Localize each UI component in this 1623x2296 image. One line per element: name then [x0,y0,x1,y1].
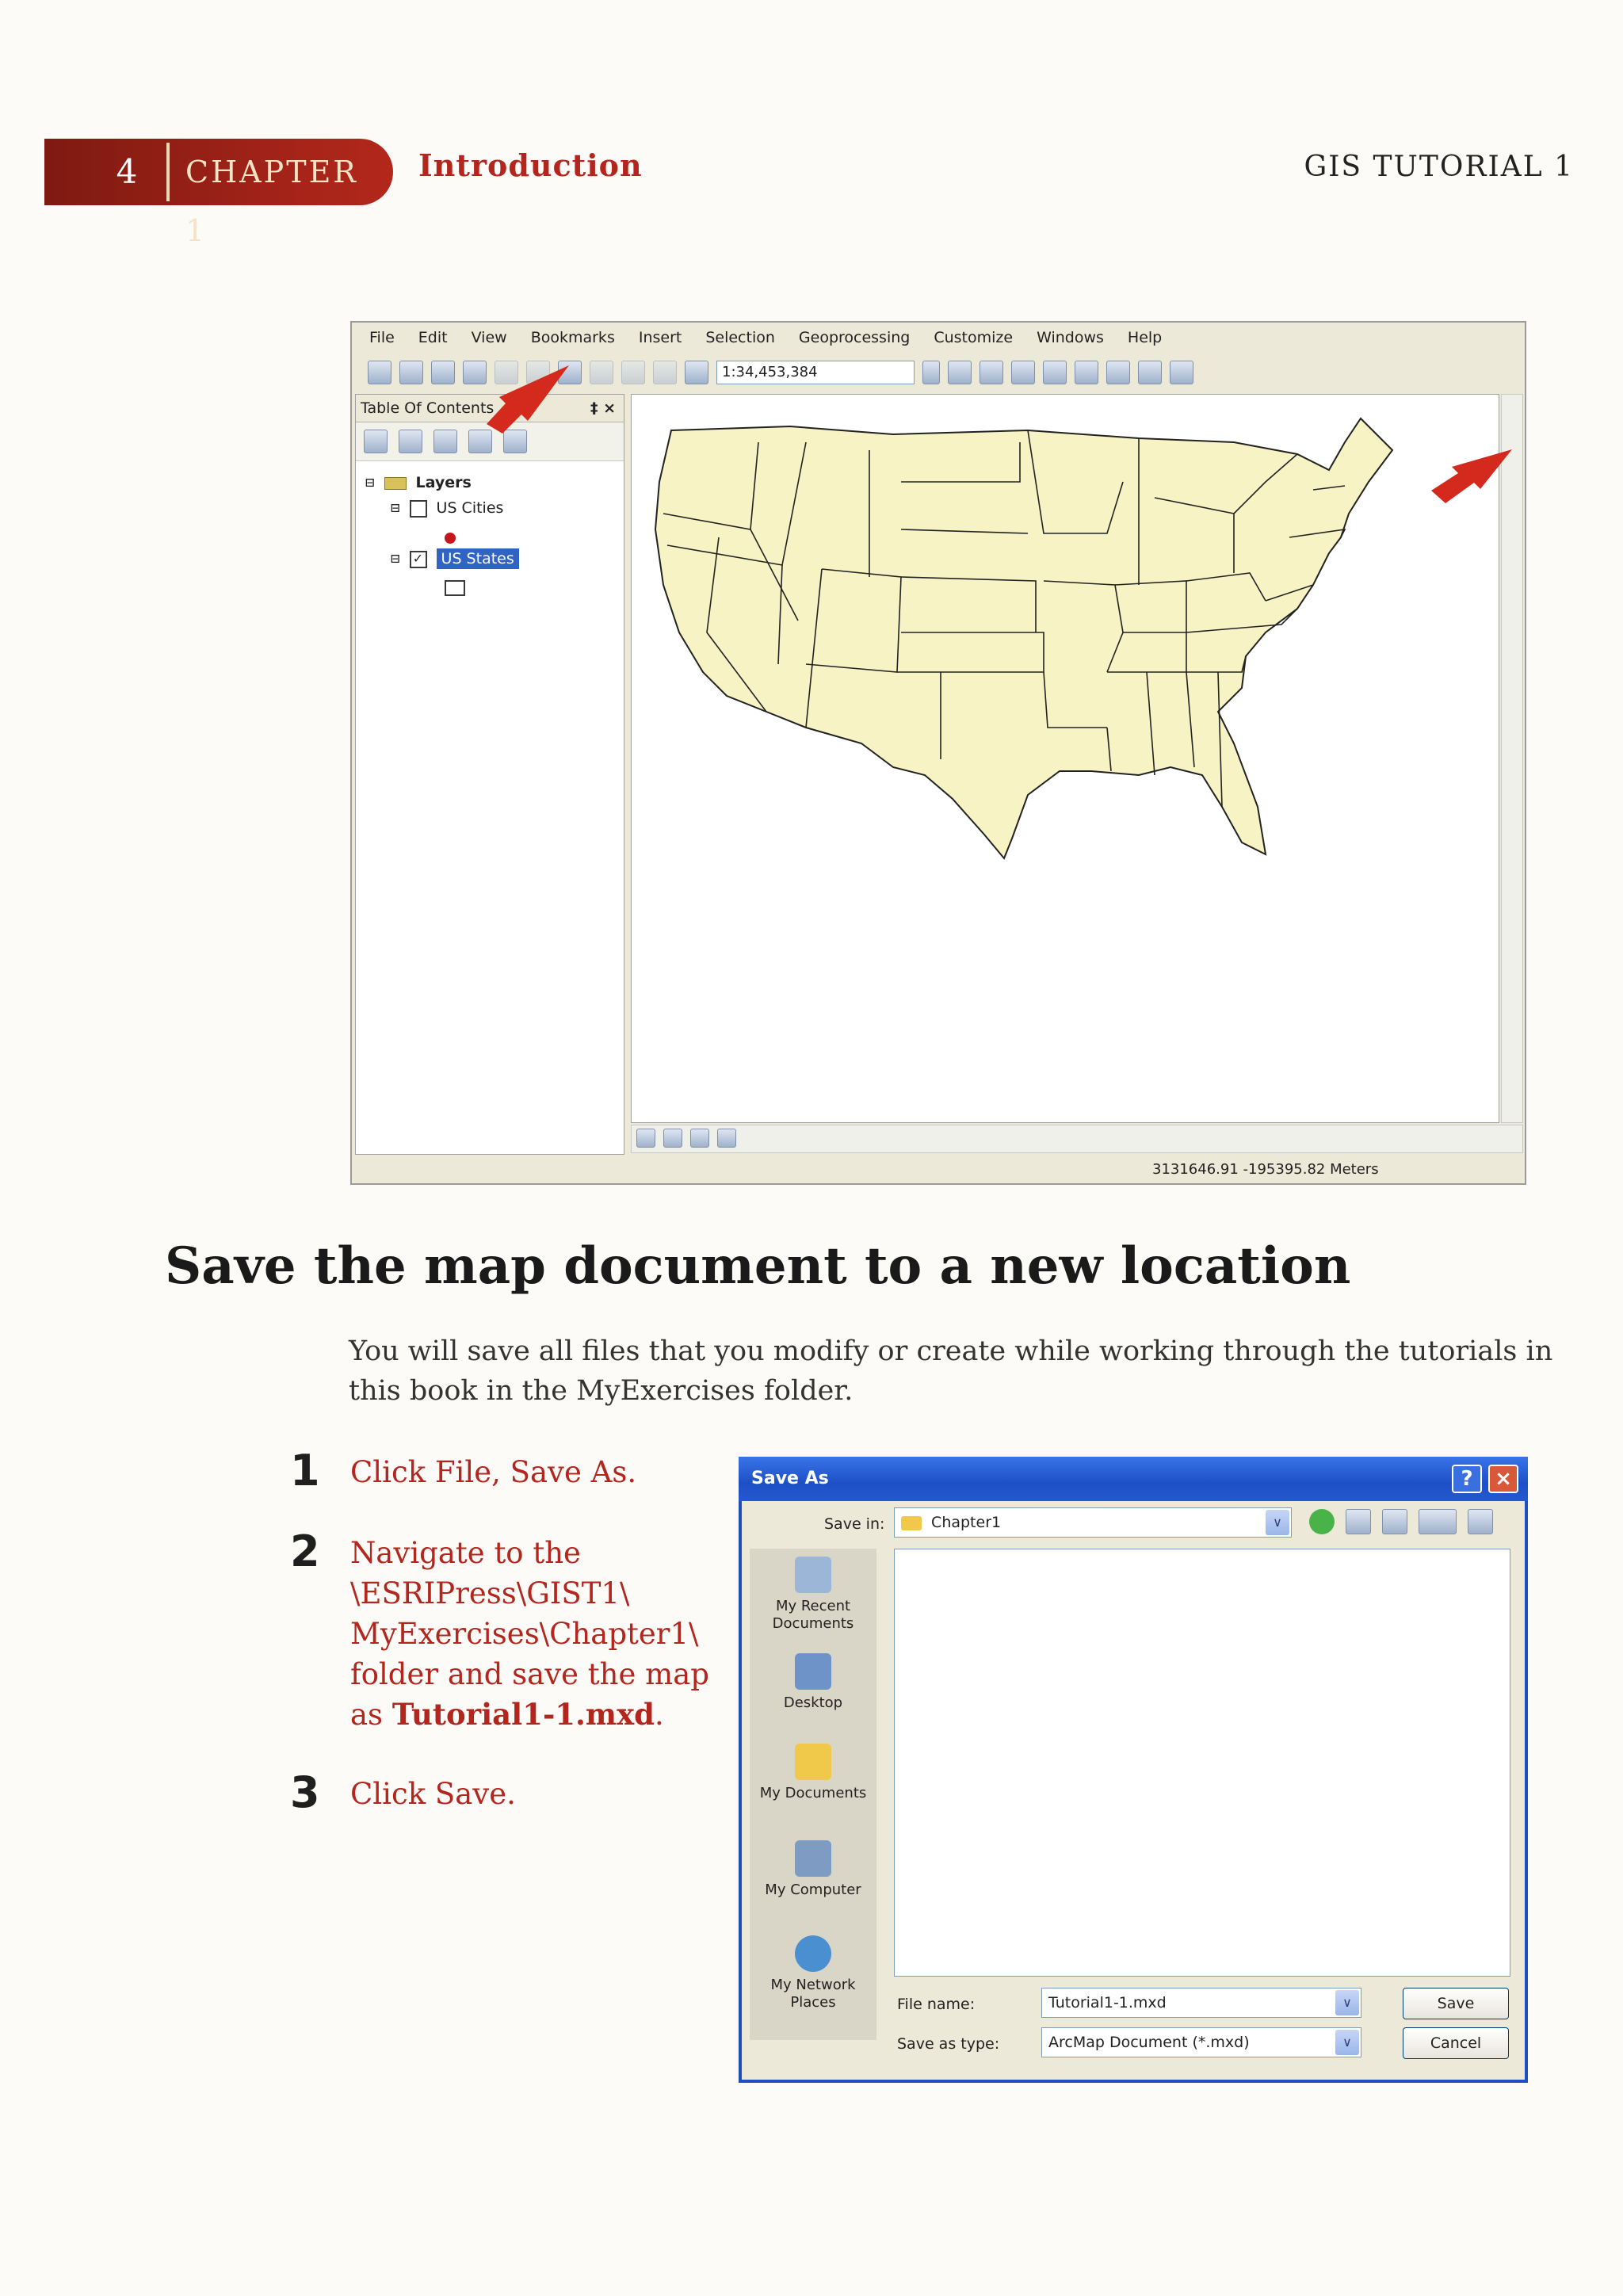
refresh-icon[interactable] [690,1129,709,1148]
catalog-window-icon[interactable] [1011,361,1035,384]
layer-us-states[interactable]: ⊟ ✓ US States [365,550,519,579]
close-button[interactable]: × [1488,1465,1518,1493]
menu-insert[interactable]: Insert [638,329,682,346]
save-as-dialog [739,1457,1528,2083]
conus-outline [655,418,1392,858]
new-document-icon[interactable] [368,361,391,384]
section-heading: Save the map document to a new location [165,1236,1351,1296]
map-horizontal-scrollbar[interactable] [631,1125,1523,1153]
page-number: 4 [116,152,138,191]
list-by-visibility-icon[interactable] [433,430,457,453]
folder-icon [901,1516,922,1530]
arctoolbox-icon[interactable] [1075,361,1098,384]
delete-icon[interactable] [590,361,613,384]
menu-customize[interactable]: Customize [934,329,1014,346]
toc-title: Table Of Contents [361,399,495,417]
menu-edit[interactable]: Edit [418,329,448,346]
pause-drawing-icon[interactable] [717,1129,736,1148]
my-documents-icon [795,1744,831,1780]
dialog-nav-toolbar [1309,1509,1493,1534]
menu-help[interactable]: Help [1127,329,1163,346]
us-states-map [632,395,1499,1122]
save-in-select[interactable] [894,1507,1292,1538]
status-coordinates: 3131646.91 -195395.82 Meters [1152,1161,1379,1178]
layout-view-icon[interactable] [663,1129,682,1148]
menu-selection[interactable]: Selection [705,329,775,346]
state-polygon-symbol-icon [445,580,465,596]
us-states-visibility-checkbox[interactable]: ✓ [410,551,427,568]
toc-tree [365,474,519,602]
toc-callout-arrow [487,362,582,434]
back-icon[interactable] [1309,1509,1335,1534]
step-3-number: 3 [290,1767,320,1817]
place-my-documents[interactable]: My Documents [750,1744,876,1802]
toc-pin-close[interactable]: ‡ × [590,399,616,417]
search-window-icon[interactable] [1043,361,1067,384]
save-type-select[interactable] [1041,2027,1361,2057]
save-in-value: Chapter1 [931,1514,1002,1531]
place-recent[interactable]: My Recent Documents [750,1557,876,1633]
recent-documents-icon [795,1557,831,1593]
chevron-down-icon[interactable]: ∨ [1266,1510,1289,1535]
my-computer-icon [795,1840,831,1877]
us-states-label: US States [437,548,519,569]
menu-file[interactable]: File [369,329,395,346]
open-icon[interactable] [399,361,423,384]
up-one-level-icon[interactable] [1346,1509,1371,1534]
scale-dropdown-icon[interactable] [922,361,940,384]
list-by-source-icon[interactable] [399,430,422,453]
save-type-label: Save as type: [897,2035,1000,2053]
step-2-number: 2 [290,1526,320,1576]
section-title: Introduction [418,147,643,183]
layers-label: Layers [415,474,472,491]
menu-view[interactable]: View [471,329,507,346]
view-toggle-buttons [636,1129,736,1148]
step-1-text: Click File, Save As. [350,1455,637,1489]
us-states-symbol-row [365,579,519,602]
menu-geoprocessing[interactable]: Geoprocessing [798,329,911,346]
data-view-icon[interactable] [636,1129,655,1148]
whats-this-icon[interactable] [1170,361,1193,384]
menu-bar [352,323,1525,353]
us-cities-visibility-checkbox[interactable] [410,500,427,518]
intro-paragraph: You will save all files that you modify or create while working through the tutorials in this book in the MyExercises folder. [349,1335,1553,1407]
step-2-filename: Tutorial1-1.mxd [391,1697,655,1732]
layers-icon [384,477,407,490]
file-list[interactable] [894,1549,1510,1977]
python-window-icon[interactable] [1106,361,1130,384]
chapter-label: CHAPTER 1 [166,143,388,201]
home-icon[interactable] [1468,1509,1493,1534]
status-bar [352,1156,1525,1183]
save-button[interactable]: Save [1403,1988,1509,2019]
place-my-computer[interactable]: My Computer [750,1840,876,1899]
desktop-icon [795,1653,831,1690]
file-name-label: File name: [897,1996,976,2013]
add-data-icon[interactable] [685,361,708,384]
list-by-drawing-order-icon[interactable] [364,430,388,453]
dialog-title: Save As [751,1469,829,1488]
menu-windows[interactable]: Windows [1037,329,1104,346]
table-of-contents [355,394,624,1155]
new-folder-icon[interactable] [1382,1509,1407,1534]
step-1-number: 1 [290,1446,320,1496]
editor-toolbar-icon[interactable] [948,361,972,384]
us-cities-label: US Cities [436,499,504,517]
chevron-down-icon[interactable]: ∨ [1335,2030,1359,2055]
step-2-text: Navigate to the \ESRIPress\GIST1\ MyExercises\Chapter1\ folder and save the map as Tutorial1-1.mxd. [350,1536,709,1732]
step-3-text: Click Save. [350,1777,516,1811]
layers-group[interactable]: ⊟ Layers [365,474,472,491]
print-icon[interactable] [463,361,487,384]
dialog-title-bar [739,1457,1528,1501]
cancel-button[interactable]: Cancel [1403,2027,1509,2059]
place-desktop[interactable]: Desktop [750,1653,876,1712]
places-bar [750,1549,876,2040]
undo-icon[interactable] [621,361,645,384]
book-title: GIS TUTORIAL 1 [1304,151,1574,183]
save-type-value: ArcMap Document (*.mxd) [1048,2034,1250,2051]
views-menu-icon[interactable] [1419,1509,1457,1534]
toc-window-icon[interactable] [980,361,1003,384]
chevron-down-icon[interactable]: ∨ [1335,1990,1359,2015]
city-point-symbol-icon [445,533,456,544]
us-cities-symbol-row [365,526,519,550]
model-builder-icon[interactable] [1138,361,1162,384]
layer-us-cities[interactable]: ⊟ US Cities [391,499,504,517]
save-in-label: Save in: [824,1515,885,1533]
file-name-value: Tutorial1-1.mxd [1048,1994,1167,2011]
map-display[interactable] [631,394,1499,1123]
redo-icon[interactable] [653,361,677,384]
file-name-input[interactable] [1041,1988,1361,2018]
states-polygons [655,418,1392,858]
place-network[interactable]: My Network Places [750,1935,876,2011]
map-scale-field[interactable]: 1:34,453,384 [716,361,915,384]
save-icon[interactable] [431,361,455,384]
zoom-out-callout-arrow [1430,449,1517,505]
help-button[interactable]: ? [1452,1465,1482,1493]
menu-bookmarks[interactable]: Bookmarks [530,329,615,346]
arcmap-window [350,321,1526,1185]
network-places-icon [795,1935,831,1972]
